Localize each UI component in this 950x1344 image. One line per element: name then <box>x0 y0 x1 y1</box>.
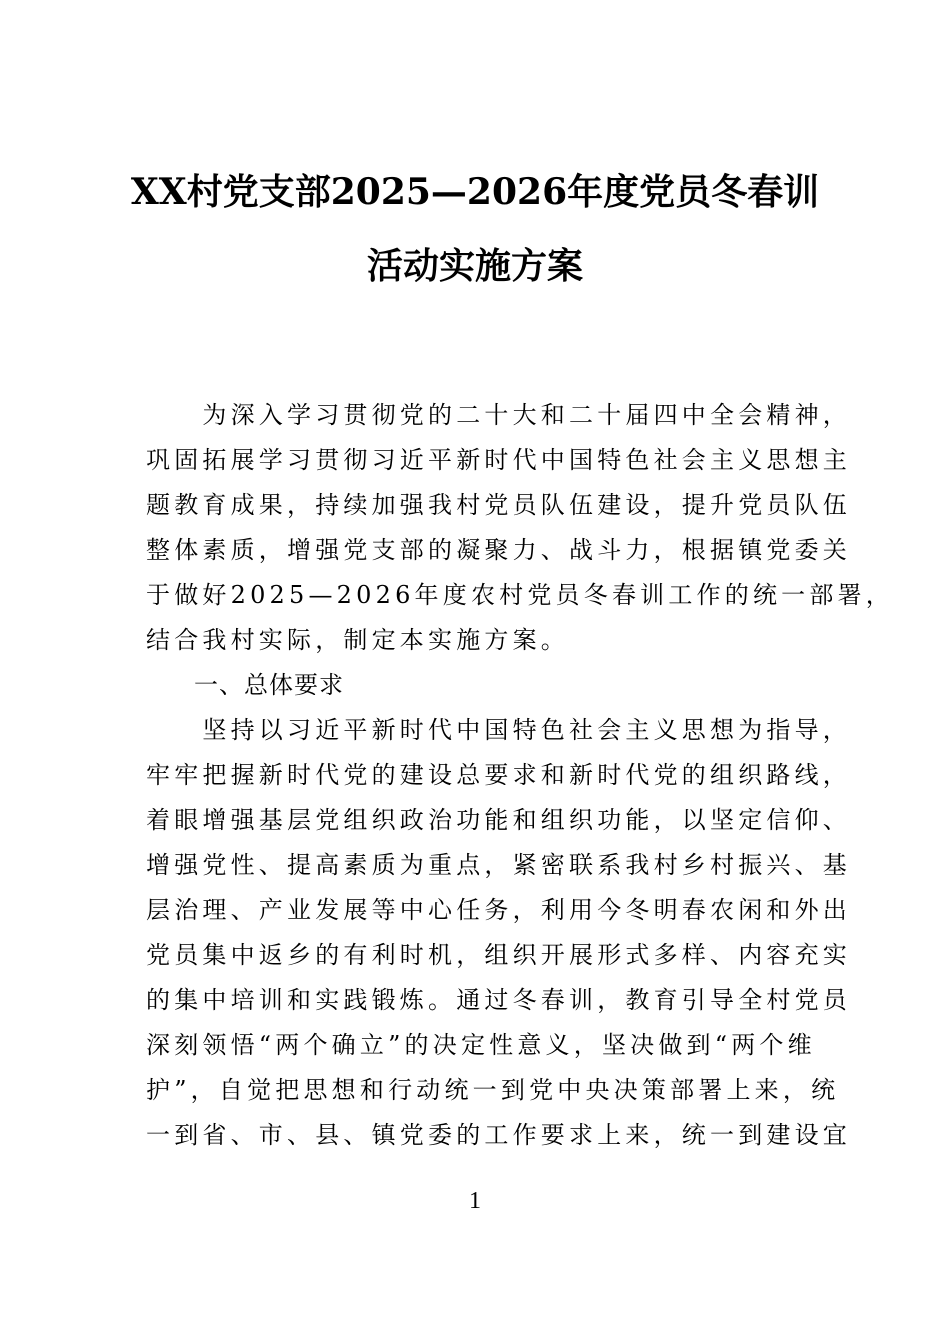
section-line: 一到省、市、县、镇党委的工作要求上来，统一到建设宜 <box>146 1121 851 1149</box>
section-line: 着眼增强基层党组织政治功能和组织功能，以坚定信仰、 <box>146 806 851 834</box>
section-line: 增强党性、提高素质为重点，紧密联系我村乡村振兴、基 <box>146 851 851 879</box>
section-line: 坚持以习近平新时代中国特色社会主义思想为指导， <box>146 716 851 744</box>
intro-line: 题教育成果，持续加强我村党员队伍建设，提升党员队伍 <box>146 491 851 519</box>
intro-line: 整体素质，增强党支部的凝聚力、战斗力，根据镇党委关 <box>146 536 851 564</box>
intro-line: 巩固拓展学习贯彻习近平新时代中国特色社会主义思想主 <box>146 446 851 474</box>
document-title-line-1: XX村党支部2025—2026年度党员冬春训 <box>130 171 820 213</box>
section-line: 层治理、产业发展等中心任务，利用今冬明春农闲和外出 <box>146 896 851 924</box>
page-number: 1 <box>469 1188 481 1214</box>
section-line: 深刻领悟“两个确立”的决定性意义，坚决做到“两个维 <box>146 1031 816 1059</box>
intro-line: 为深入学习贯彻党的二十大和二十届四中全会精神， <box>146 401 851 429</box>
section-line: 护”，自觉把思想和行动统一到党中央决策部署上来，统 <box>146 1076 840 1104</box>
section-line: 牢牢把握新时代党的建设总要求和新时代党的组织路线， <box>146 761 851 789</box>
section-line: 党员集中返乡的有利时机，组织开展形式多样、内容充实 <box>146 941 851 969</box>
section-line: 的集中培训和实践锻炼。通过冬春训，教育引导全村党员 <box>146 986 851 1014</box>
intro-line: 结合我村实际，制定本实施方案。 <box>146 626 569 654</box>
section-heading: 一、总体要求 <box>194 671 344 699</box>
intro-line: 于做好2025—2026年度农村党员冬春训工作的统一部署， <box>146 581 894 609</box>
document-title-line-2: 活动实施方案 <box>366 245 583 287</box>
